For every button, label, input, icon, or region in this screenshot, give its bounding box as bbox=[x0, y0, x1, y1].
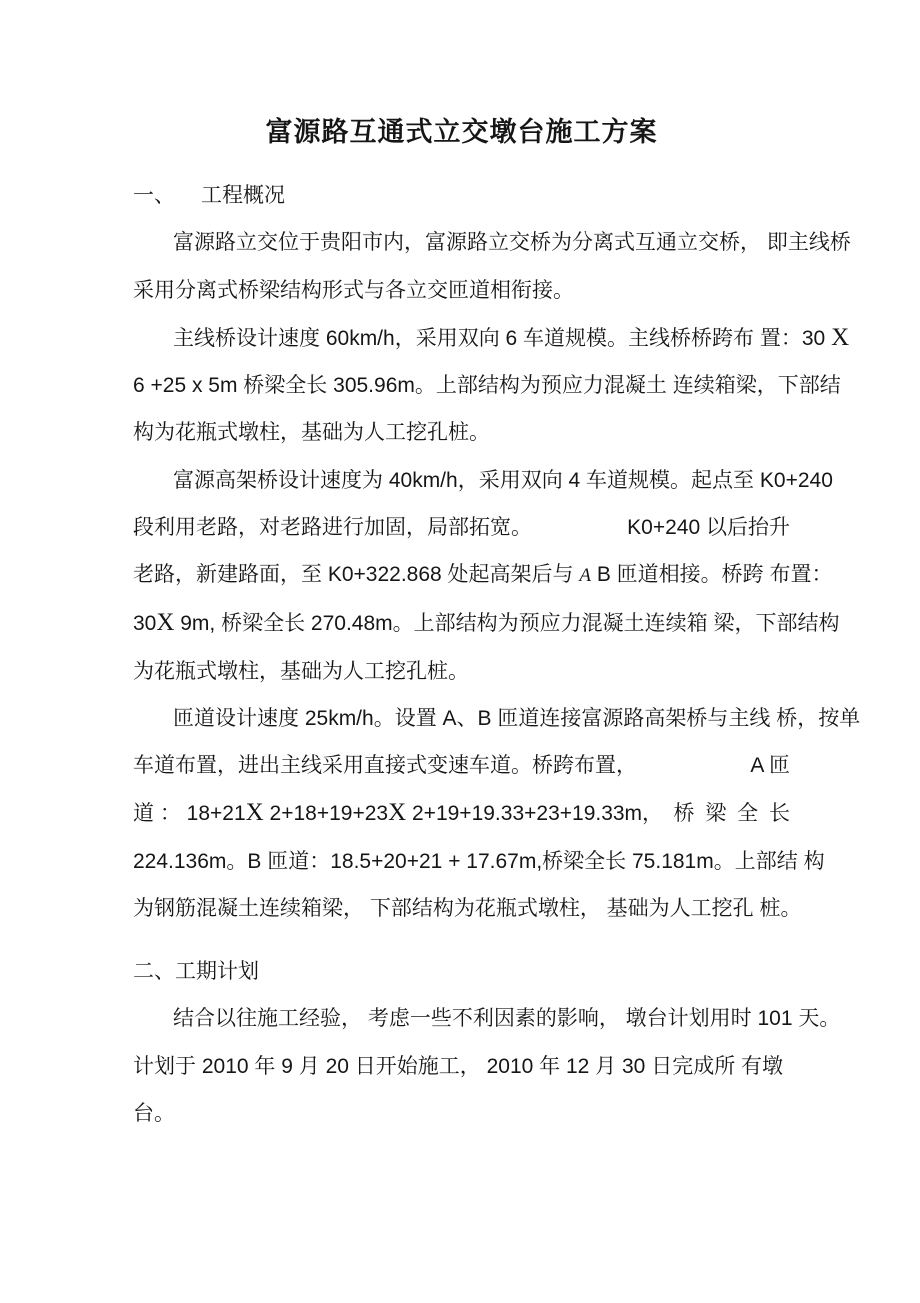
text-run: 一、 bbox=[133, 184, 175, 207]
text-line bbox=[133, 695, 861, 742]
spacer bbox=[133, 248, 173, 249]
text-run: 为钢筋混凝土连续箱梁， 下部结构为花瓶式墩柱， 基础为人工挖孔 桩。 bbox=[133, 896, 802, 920]
text-run: 2+18+19+23 bbox=[263, 802, 389, 826]
text-run: 结合以往施工经验， 考虑一些不利因素的影响， 墩台计划用时 101 天。 bbox=[173, 1007, 841, 1031]
text-run: 桥 梁 全 长 bbox=[673, 802, 790, 826]
text-run: 段利用老路，对老路进行加固，局部拓宽。 bbox=[133, 515, 532, 539]
text-run: A 匝 bbox=[750, 754, 790, 777]
text-line bbox=[133, 409, 790, 456]
text-run: 车道布置，进出主线采用直接式变速车道。桥跨布置， bbox=[133, 754, 637, 777]
section-1-heading bbox=[133, 172, 790, 219]
text-run: 采用分离式桥梁结构形式与各立交匝道相衔接。 bbox=[133, 278, 574, 302]
text-run: 匝道设计速度 25km/h。设置 A、B 匝道连接富源路高架桥与主线 桥，按单 bbox=[173, 706, 861, 730]
text-run: 9m, 桥梁全长 270.48m。上部结构为预应力混凝土连续箱 梁，下部结构 bbox=[174, 612, 840, 636]
text-run: 二、工期计划 bbox=[133, 960, 259, 983]
text-run: 为花瓶式墩柱，基础为人工挖孔桩。 bbox=[133, 659, 469, 683]
text-run: 构为花瓶式墩柱，基础为人工挖孔桩。 bbox=[133, 421, 490, 445]
text-line bbox=[133, 362, 841, 409]
text-line bbox=[133, 948, 790, 995]
text-run: B 匝道相接。桥跨 布置： bbox=[590, 563, 833, 586]
text-line bbox=[133, 172, 790, 219]
text-line bbox=[133, 1090, 790, 1137]
spacer bbox=[175, 201, 201, 202]
ramp-paragraph bbox=[133, 695, 861, 932]
text-line bbox=[133, 457, 833, 504]
text-run: 6 +25 x 5m 桥梁全长 305.96m。上部结构为预应力混凝土 连续箱梁，下部结 bbox=[133, 374, 841, 397]
text-run: X bbox=[245, 799, 264, 827]
text-run: 富源路立交位于贵阳市内，富源路立交桥为分离式互通立交桥， 即主线桥 bbox=[173, 231, 851, 255]
spacer bbox=[133, 486, 173, 487]
text-run: 富源高架桥设计速度为 40km/h，采用双向 4 车道规模。起点至 K0+240 bbox=[173, 468, 833, 492]
text-line bbox=[133, 551, 833, 599]
text-run: 老路，新建路面，至 K0+322.868 处起高架后与 bbox=[133, 563, 580, 586]
overview-paragraph bbox=[133, 219, 851, 314]
text-line bbox=[133, 995, 841, 1042]
text-line bbox=[133, 504, 790, 551]
text-line bbox=[133, 1043, 790, 1090]
text-line bbox=[133, 599, 840, 647]
document-content bbox=[133, 108, 861, 1137]
text-run: 224.136m。B 匝道：18.5+20+21 + 17.67m,桥梁全长 75.181m。上部结 构 bbox=[133, 849, 825, 873]
mainline-bridge-paragraph bbox=[133, 314, 850, 457]
spacer bbox=[133, 1024, 173, 1025]
text-run: X bbox=[388, 799, 407, 827]
document-body bbox=[133, 172, 861, 1137]
text-run: 工程概况 bbox=[201, 184, 285, 207]
text-line bbox=[133, 648, 790, 695]
text-run: A bbox=[579, 565, 591, 586]
text-line bbox=[133, 267, 790, 314]
text-run: 道 ： 18+21 bbox=[133, 802, 246, 826]
text-line bbox=[133, 838, 825, 885]
text-line bbox=[133, 742, 790, 789]
text-run: X bbox=[156, 609, 175, 637]
document-title: 富源路互通式立交墩台施工方案 bbox=[265, 117, 658, 147]
text-line bbox=[133, 314, 850, 362]
text-run: 计划于 2010 年 9 月 20 日开始施工， 2010 年 12 月 30 日完成所 有墩 bbox=[133, 1054, 784, 1078]
text-run: K0+240 以后抬升 bbox=[627, 515, 790, 539]
text-line bbox=[133, 885, 802, 932]
text-line bbox=[133, 219, 851, 266]
spacer bbox=[133, 344, 173, 345]
text-run: 2+19+19.33+23+19.33m， bbox=[406, 802, 664, 826]
text-line bbox=[133, 789, 790, 837]
text-run: 台。 bbox=[133, 1101, 175, 1125]
text-run: X bbox=[831, 323, 850, 351]
text-run: 30 bbox=[133, 612, 157, 636]
section-2-heading bbox=[133, 948, 790, 995]
spacer bbox=[133, 724, 173, 725]
text-run: 主线桥设计速度 60km/h，采用双向 6 车道规模。主线桥桥跨布 置：30 bbox=[173, 326, 832, 350]
viaduct-paragraph bbox=[133, 457, 840, 695]
schedule-paragraph bbox=[133, 995, 841, 1137]
